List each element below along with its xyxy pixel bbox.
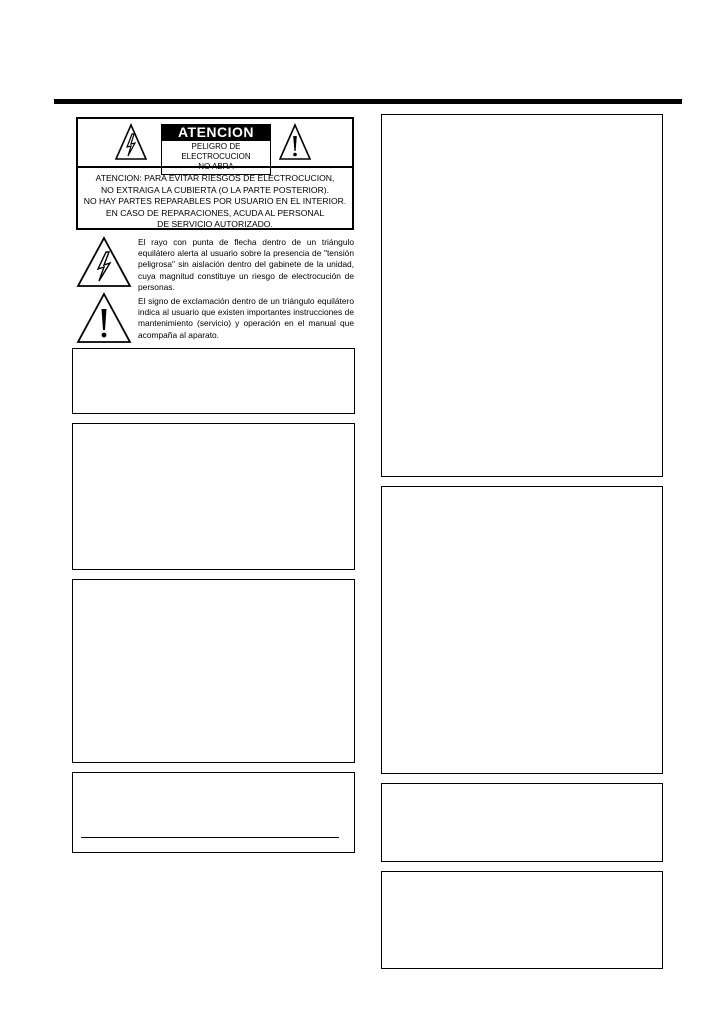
danger-line-2: NO ABRA [198,162,234,171]
danger-notice [161,141,271,175]
notice-box-right-2 [381,486,663,774]
notice-box-right-4 [381,871,663,969]
notice-box-left-1 [72,348,355,414]
caution-label-header [78,119,352,171]
notice-box-right-1 [381,114,663,477]
notice-box-left-4 [72,772,355,853]
top-rule [54,99,682,104]
notice-box-left-3 [72,579,355,763]
lightning-triangle-icon [114,123,148,161]
warning-line: NO EXTRAIGA LA CUBIERTA (O LA PARTE POSTERIOR). [100,184,330,195]
warning-line: ATENCION: PARA EVITAR RIESGOS DE ELECTROCUCION, [95,173,335,183]
notice-box-right-3 [381,783,663,862]
exclamation-triangle-icon [76,292,132,344]
lightning-triangle-icon [76,236,132,288]
warning-line: DE SERVICIO AUTORIZADO. [157,219,273,230]
lightning-symbol-explanation [76,236,356,292]
exclamation-explanation-text: El signo de exclamación dentro de un triángulo equilátero indica al usuario que existen importantes instrucciones de mantenimiento (servicio) y operación en el manual que acompaña al aparato. [138,296,354,340]
warning-line: NO HAY PARTES REPARABLES POR USUARIO EN EL INTERIOR. [83,196,347,207]
danger-line-1: PELIGRO DE ELECTROCUCION [181,142,251,161]
exclamation-symbol-explanation [76,290,356,342]
caution-warning-text [78,173,352,231]
exclamation-triangle-icon [278,123,312,161]
warning-line: EN CASO DE REPARACIONES, ACUDA AL PERSONAL [105,207,325,218]
caution-label [76,117,354,230]
notice-box-left-2 [72,423,355,570]
lightning-explanation-text: El rayo con punta de flecha dentro de un triángulo equilátero alerta al usuario sobre la presencia de "tensión peligrosa" sin aislación dentro del gabinete de la unidad, cuya magnitud constituye un riesgo de electrocución de personas. [138,237,354,292]
signature-line [81,837,339,838]
label-title-block [161,124,271,175]
label-title: ATENCION [161,124,271,141]
